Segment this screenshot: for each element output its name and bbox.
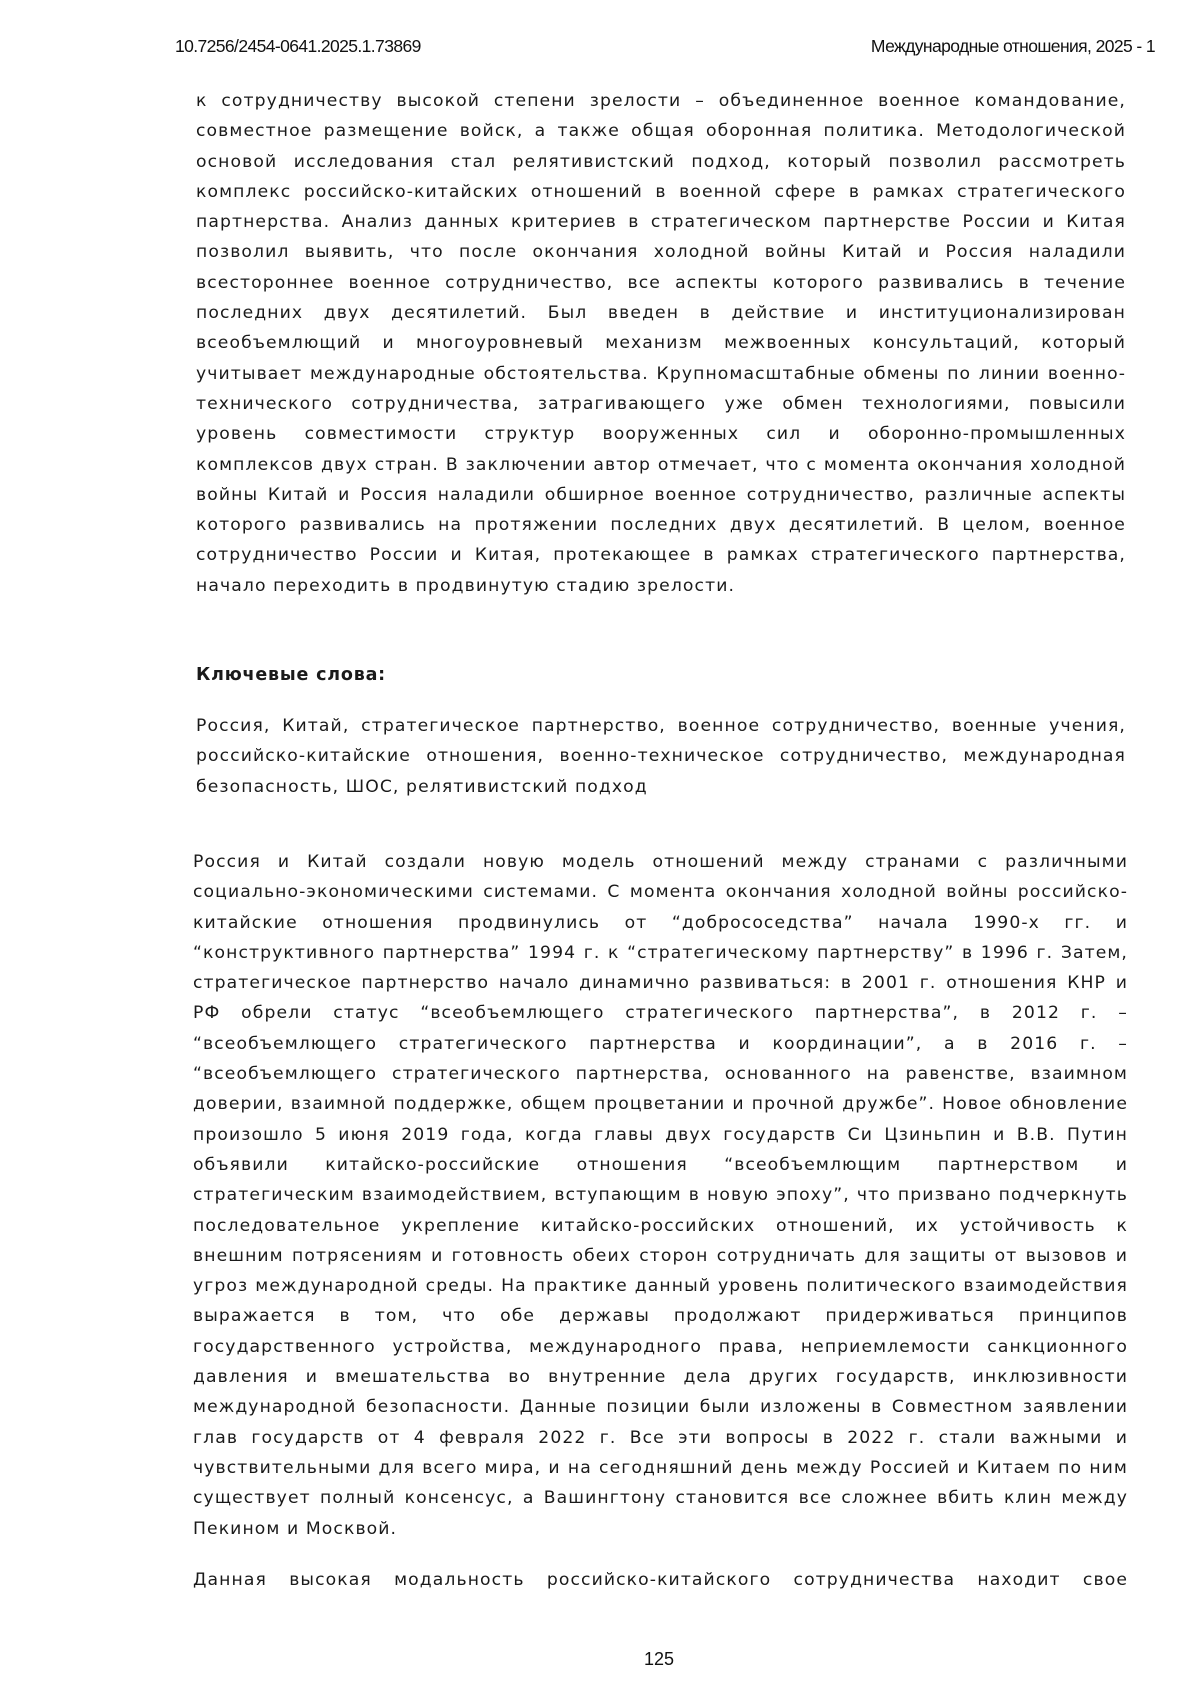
page-header <box>175 36 1155 62</box>
keywords-heading: Ключевые слова: <box>196 665 386 685</box>
keywords-text: Россия, Китай, стратегическое партнерство, военное сотрудничество, военные учения, российско-китайские отношения, военно-техническое сотрудничество, международная безопасность, ШОС, релятивистский подход <box>196 711 1126 802</box>
body-paragraph-1: Россия и Китай создали новую модель отношений между странами с различными социально-экономическими системами. С момента окончания холодной войны российско-китайские отношения продвинулись от “добрососедства” начала 1990-х гг. и “конструктивного партнерства” 1994 г. к “стратегическому партнерству” в 1996 г. Затем, стратегическое партнерство начало динамично развиваться: в 2001 г. отношения КНР и РФ обрели статус “всеобъемлющего стратегического партнерства”, в 2012 г. – “всеобъемлющего стратегического партнерства и координации”, а в 2016 г. – “всеобъемлющего стратегического партнерства, основанного на равенстве, взаимном доверии, взаимной поддержке, общем процветании и прочной дружбе”. Новое обновление произошло 5 июня 2019 года, когда главы двух государств Си Цзиньпин и В.В. Путин объявили китайско-российские отношения “всеобъемлющим партнерством и стратегическим взаимодействием, вступающим в новую эпоху”, что призвано подчеркнуть последовательное укрепление китайско-российских отношений, их устойчивость к внешним потрясениям и готовность обеих сторон сотрудничать для защиты от вызовов и угроз международной среды. На практике данный уровень политического взаимодействия выражается в том, что обе державы продолжают придерживаться принципов государственного устройства, международного права, неприемлемости санкционного давления и вмешательства во внутренние дела других государств, инклюзивности международной безопасности. Данные позиции были изложены в Совместном заявлении глав государств от 4 февраля 2022 г. Все эти вопросы в 2022 г. стали важными и чувствительными для всего мира, и на сегодняшний день между Россией и Китаем по ним существует полный консенсус, а Вашингтону становится все сложнее вбить клин между Пекином и Москвой. <box>193 847 1128 1544</box>
body-paragraph-2: Данная высокая модальность российско-китайского сотрудничества находит свое <box>193 1565 1128 1595</box>
doi-label: 10.7256/2454-0641.2025.1.73869 <box>175 36 421 57</box>
page-number: 125 <box>0 1649 1200 1670</box>
journal-title: Международные отношения, 2025 - 1 <box>871 36 1155 57</box>
abstract-text: к сотрудничеству высокой степени зрелости – объединенное военное командование, совместное размещение войск, а также общая оборонная политика. Методологической основой исследования стал релятивистский подход, который позволил рассмотреть комплекс российско-китайских отношений в военной сфере в рамках стратегического партнерства. Анализ данных критериев в стратегическом партнерстве России и Китая позволил выявить, что после окончания холодной войны Китай и Россия наладили всестороннее военное сотрудничество, все аспекты которого развивались в течение последних двух десятилетий. Был введен в действие и институционализирован всеобъемлющий и многоуровневый механизм межвоенных консультаций, который учитывает международные обстоятельства. Крупномасштабные обмены по линии военно-технического сотрудничества, затрагивающего уже обмен технологиями, повысили уровень совместимости структур вооруженных сил и оборонно-промышленных комплексов двух стран. В заключении автор отмечает, что с момента окончания холодной войны Китай и Россия наладили обширное военное сотрудничество, различные аспекты которого развивались на протяжении последних двух десятилетий. В целом, военное сотрудничество России и Китая, протекающее в рамках стратегического партнерства, начало переходить в продвинутую стадию зрелости. <box>196 86 1126 601</box>
